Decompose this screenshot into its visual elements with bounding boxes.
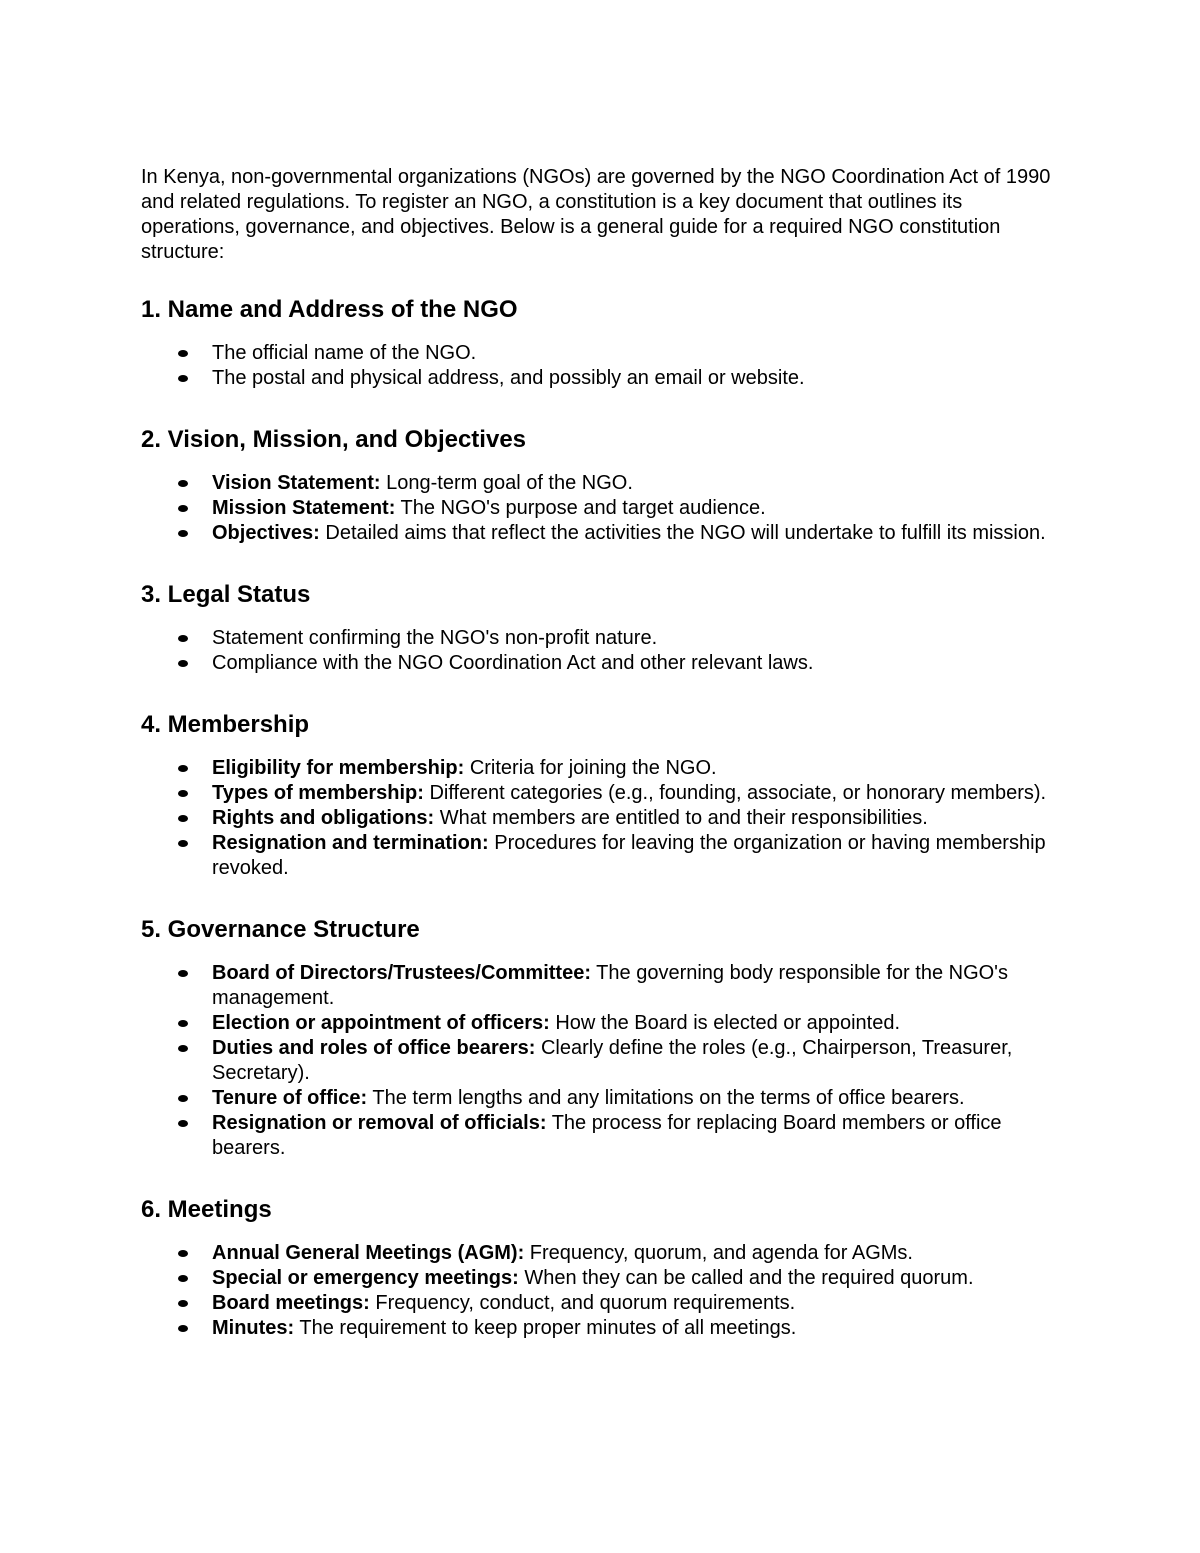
bullet-list	[141, 756, 1061, 881]
list-item	[141, 521, 1061, 546]
list-item	[141, 1036, 1061, 1086]
item-text: When they can be called and the required quorum.	[518, 1267, 974, 1289]
item-term: Resignation and termination:	[212, 832, 489, 854]
bullet-icon	[178, 765, 188, 772]
section-heading: 1. Name and Address of the NGO	[141, 296, 518, 323]
section-name-address	[141, 296, 1061, 391]
list-item	[141, 831, 1061, 881]
item-text: Detailed aims that reflect the activities the NGO will undertake to fulfill its mission.	[319, 522, 1046, 544]
item-term: Annual General Meetings (AGM):	[212, 1242, 525, 1264]
item-text: Criteria for joining the NGO.	[464, 757, 717, 779]
list-item	[141, 961, 1061, 1011]
intro-paragraph: In Kenya, non-governmental organizations (NGOs) are governed by the NGO Coordination Act of 1990 and related regulations. To register an NGO, a constitution is a key document that outlines its operations, governance, and objectives. Below is a general guide for a required NGO constitution structure:	[141, 166, 1051, 263]
list-item	[141, 341, 1061, 366]
section-heading: 6. Meetings	[141, 1196, 272, 1223]
section-governance	[141, 916, 1061, 1161]
item-term: Vision Statement:	[212, 472, 381, 494]
bullet-list	[141, 961, 1061, 1161]
bullet-icon	[178, 505, 188, 512]
item-term: Duties and roles of office bearers:	[212, 1037, 536, 1059]
item-term: Types of membership:	[212, 782, 424, 804]
bullet-icon	[178, 790, 188, 797]
section-heading: 4. Membership	[141, 711, 310, 738]
list-item	[141, 1011, 1061, 1036]
item-term: Election or appointment of officers:	[212, 1012, 550, 1034]
bullet-icon	[178, 1045, 188, 1052]
bullet-icon	[178, 815, 188, 822]
bullet-list	[141, 341, 1061, 391]
list-item	[141, 626, 1061, 651]
item-text: What members are entitled to and their responsibilities.	[434, 807, 928, 829]
bullet-icon	[178, 1095, 188, 1102]
list-item	[141, 756, 1061, 781]
item-text: Procedures for leaving the organization or having membership revoked.	[212, 832, 1046, 879]
bullet-icon	[178, 1250, 188, 1257]
item-text: The NGO's purpose and target audience.	[395, 497, 766, 519]
section-vision-mission	[141, 426, 1061, 546]
bullet-icon	[178, 840, 188, 847]
item-term: Mission Statement:	[212, 497, 396, 519]
item-text: Frequency, conduct, and quorum requirements.	[369, 1292, 796, 1314]
bullet-icon	[178, 1275, 188, 1282]
bullet-icon	[178, 1325, 188, 1332]
list-item	[141, 1266, 1061, 1291]
item-term: Special or emergency meetings:	[212, 1267, 519, 1289]
item-text: Different categories (e.g., founding, associate, or honorary members).	[423, 782, 1047, 804]
list-item	[141, 1316, 1061, 1341]
item-term: Eligibility for membership:	[212, 757, 465, 779]
item-text: The requirement to keep proper minutes of all meetings.	[294, 1317, 797, 1339]
item-text: Frequency, quorum, and agenda for AGMs.	[524, 1242, 913, 1264]
section-heading: 5. Governance Structure	[141, 916, 420, 943]
list-item	[141, 496, 1061, 521]
section-meetings	[141, 1196, 1061, 1341]
list-item	[141, 1241, 1061, 1266]
list-item	[141, 1086, 1061, 1111]
bullet-icon	[178, 350, 188, 357]
item-text: The governing body responsible for the NGO's management.	[212, 962, 1008, 1009]
item-text: The process for replacing Board members or office bearers.	[212, 1112, 1002, 1159]
bullet-icon	[178, 375, 188, 382]
item-term: Objectives:	[212, 522, 320, 544]
item-term: Minutes:	[212, 1317, 295, 1339]
bullet-icon	[178, 1300, 188, 1307]
item-text: The term lengths and any limitations on the terms of office bearers.	[367, 1087, 965, 1109]
bullet-icon	[178, 1120, 188, 1127]
item-text: Long-term goal of the NGO.	[380, 472, 633, 494]
bullet-list	[141, 626, 1061, 676]
item-text: The official name of the NGO.	[212, 342, 477, 364]
bullet-icon	[178, 1020, 188, 1027]
bullet-list	[141, 471, 1061, 546]
list-item	[141, 806, 1061, 831]
item-text: How the Board is elected or appointed.	[549, 1012, 901, 1034]
bullet-icon	[178, 635, 188, 642]
document-page	[141, 165, 1061, 1376]
bullet-icon	[178, 530, 188, 537]
item-text: The postal and physical address, and possibly an email or website.	[212, 367, 805, 389]
list-item	[141, 366, 1061, 391]
section-legal-status	[141, 581, 1061, 676]
section-heading: 3. Legal Status	[141, 581, 311, 608]
bullet-list	[141, 1241, 1061, 1341]
item-term: Tenure of office:	[212, 1087, 368, 1109]
item-term: Resignation or removal of officials:	[212, 1112, 547, 1134]
item-text: Statement confirming the NGO's non-profit nature.	[212, 627, 658, 649]
bullet-icon	[178, 970, 188, 977]
item-term: Board of Directors/Trustees/Committee:	[212, 962, 591, 984]
item-text: Compliance with the NGO Coordination Act and other relevant laws.	[212, 652, 814, 674]
bullet-icon	[178, 660, 188, 667]
item-term: Board meetings:	[212, 1292, 370, 1314]
list-item	[141, 1291, 1061, 1316]
section-heading: 2. Vision, Mission, and Objectives	[141, 426, 527, 453]
list-item	[141, 471, 1061, 496]
list-item	[141, 781, 1061, 806]
item-text: Clearly define the roles (e.g., Chairperson, Treasurer, Secretary).	[212, 1037, 1013, 1084]
bullet-icon	[178, 480, 188, 487]
list-item	[141, 1111, 1061, 1161]
section-membership	[141, 711, 1061, 881]
item-term: Rights and obligations:	[212, 807, 435, 829]
list-item	[141, 651, 1061, 676]
